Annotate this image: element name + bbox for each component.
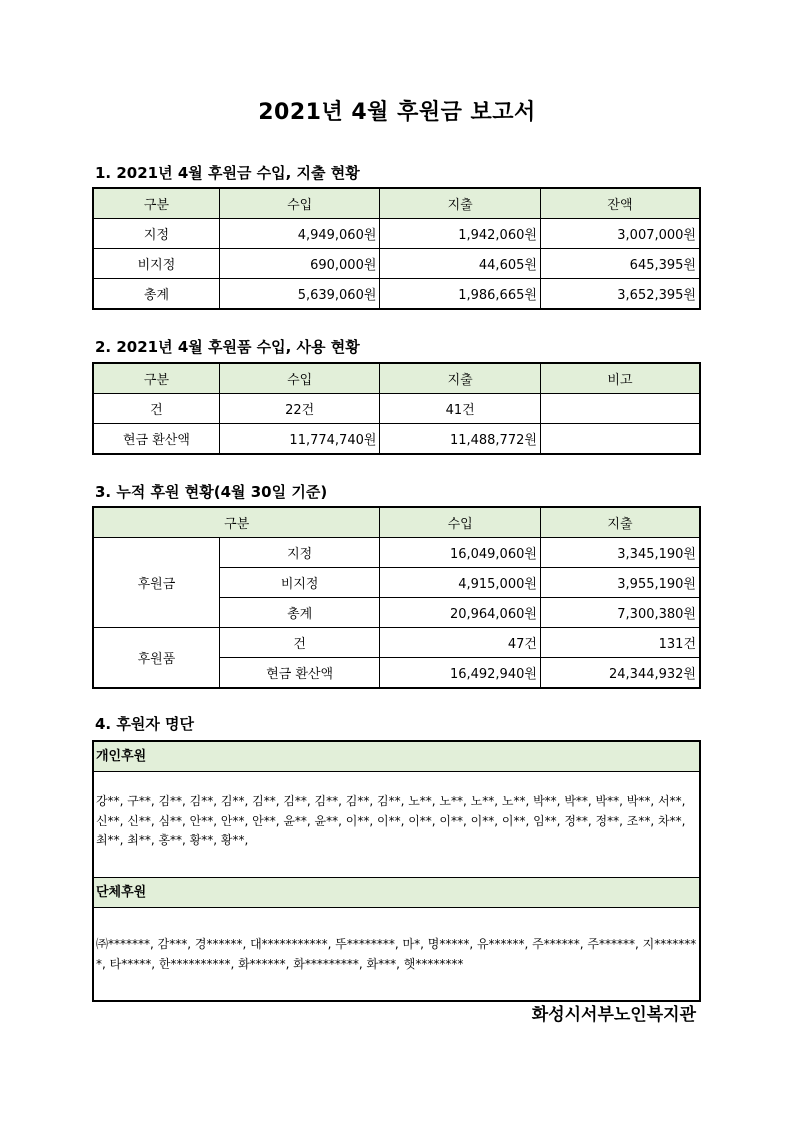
cumulative-donation-table <box>92 506 701 689</box>
donation-income-expense-table <box>92 187 701 310</box>
section-4-heading: 4. 후원자 명단 <box>95 715 195 733</box>
row-label: 비지정 <box>93 249 219 279</box>
income-cell: 20,964,060원 <box>380 598 541 628</box>
header-category: 구분 <box>93 188 219 219</box>
table-row <box>93 538 700 568</box>
expense-cell: 1,942,060원 <box>380 219 541 249</box>
expense-cell: 3,955,190원 <box>540 568 700 598</box>
header-income: 수입 <box>219 188 380 219</box>
income-cell: 47건 <box>380 628 541 658</box>
group-donor-names: ㈜*******, 감***, 경******, 대***********, 뚜********, 마*, 명*****, 유******, 주******, 주******, 지********, 타*****, 한**********, 화******, 화*********, 화***, 햇******** <box>96 937 697 971</box>
header-balance: 잔액 <box>540 188 700 219</box>
header-expense: 지출 <box>380 363 541 394</box>
donor-list-box <box>92 740 701 1002</box>
group-donors-label: 단체후원 <box>94 877 699 908</box>
balance-cell: 3,652,395원 <box>540 279 700 310</box>
row-label: 현금 환산액 <box>93 424 219 455</box>
table-header-row <box>93 188 700 219</box>
individual-donor-names: 강**, 구**, 김**, 김**, 김**, 김**, 김**, 김**, 김**, 김**, 노**, 노**, 노**, 노**, 박**, 박**, 박**, 박**, 서**, 신**, 신**, 심**, 안**, 안**, 안**, 윤**, 윤**, 이**, 이**, 이**, 이**, 이**, 이**, 임**, 정**, 정**, 조**, 차**, 최**, 최**, 홍**, 황**, 황**, <box>96 794 686 847</box>
header-expense: 지출 <box>540 507 700 538</box>
expense-cell: 41건 <box>380 394 541 424</box>
table-row <box>93 219 700 249</box>
balance-cell: 3,007,000원 <box>540 219 700 249</box>
donated-goods-table <box>92 362 701 455</box>
expense-cell: 1,986,665원 <box>380 279 541 310</box>
organization-name: 화성시서부노인복지관 <box>531 1005 696 1025</box>
header-expense: 지출 <box>380 188 541 219</box>
section-2-heading: 2. 2021년 4월 후원품 수입, 사용 현황 <box>95 338 360 356</box>
header-income: 수입 <box>219 363 380 394</box>
header-income: 수입 <box>380 507 541 538</box>
table-row <box>93 279 700 310</box>
table-row <box>93 249 700 279</box>
expense-cell: 131건 <box>540 628 700 658</box>
table-row <box>93 424 700 455</box>
expense-cell: 44,605원 <box>380 249 541 279</box>
income-cell: 22건 <box>219 394 380 424</box>
header-category: 구분 <box>93 507 380 538</box>
row-label: 지정 <box>93 219 219 249</box>
row-label: 비지정 <box>219 568 380 598</box>
balance-cell: 645,395원 <box>540 249 700 279</box>
income-cell: 11,774,740원 <box>219 424 380 455</box>
table-row <box>93 394 700 424</box>
note-cell <box>540 424 700 455</box>
expense-cell: 24,344,932원 <box>540 658 700 689</box>
table-header-row <box>93 507 700 538</box>
income-cell: 690,000원 <box>219 249 380 279</box>
income-cell: 4,915,000원 <box>380 568 541 598</box>
individual-donors-label: 개인후원 <box>94 742 699 772</box>
row-label: 현금 환산액 <box>219 658 380 689</box>
row-label: 총계 <box>219 598 380 628</box>
header-note: 비고 <box>540 363 700 394</box>
row-label: 총계 <box>93 279 219 310</box>
income-cell: 4,949,060원 <box>219 219 380 249</box>
group-label-money: 후원금 <box>93 538 219 628</box>
section-1-heading: 1. 2021년 4월 후원금 수입, 지출 현황 <box>95 164 360 182</box>
income-cell: 5,639,060원 <box>219 279 380 310</box>
page-title: 2021년 4월 후원금 보고서 <box>258 100 536 125</box>
expense-cell: 7,300,380원 <box>540 598 700 628</box>
row-label: 건 <box>219 628 380 658</box>
expense-cell: 3,345,190원 <box>540 538 700 568</box>
note-cell <box>540 394 700 424</box>
section-3-heading: 3. 누적 후원 현황(4월 30일 기준) <box>95 483 328 501</box>
table-row <box>93 628 700 658</box>
table-header-row <box>93 363 700 394</box>
row-label: 지정 <box>219 538 380 568</box>
income-cell: 16,049,060원 <box>380 538 541 568</box>
group-label-goods: 후원품 <box>93 628 219 689</box>
expense-cell: 11,488,772원 <box>380 424 541 455</box>
header-category: 구분 <box>93 363 219 394</box>
row-label: 건 <box>93 394 219 424</box>
income-cell: 16,492,940원 <box>380 658 541 689</box>
